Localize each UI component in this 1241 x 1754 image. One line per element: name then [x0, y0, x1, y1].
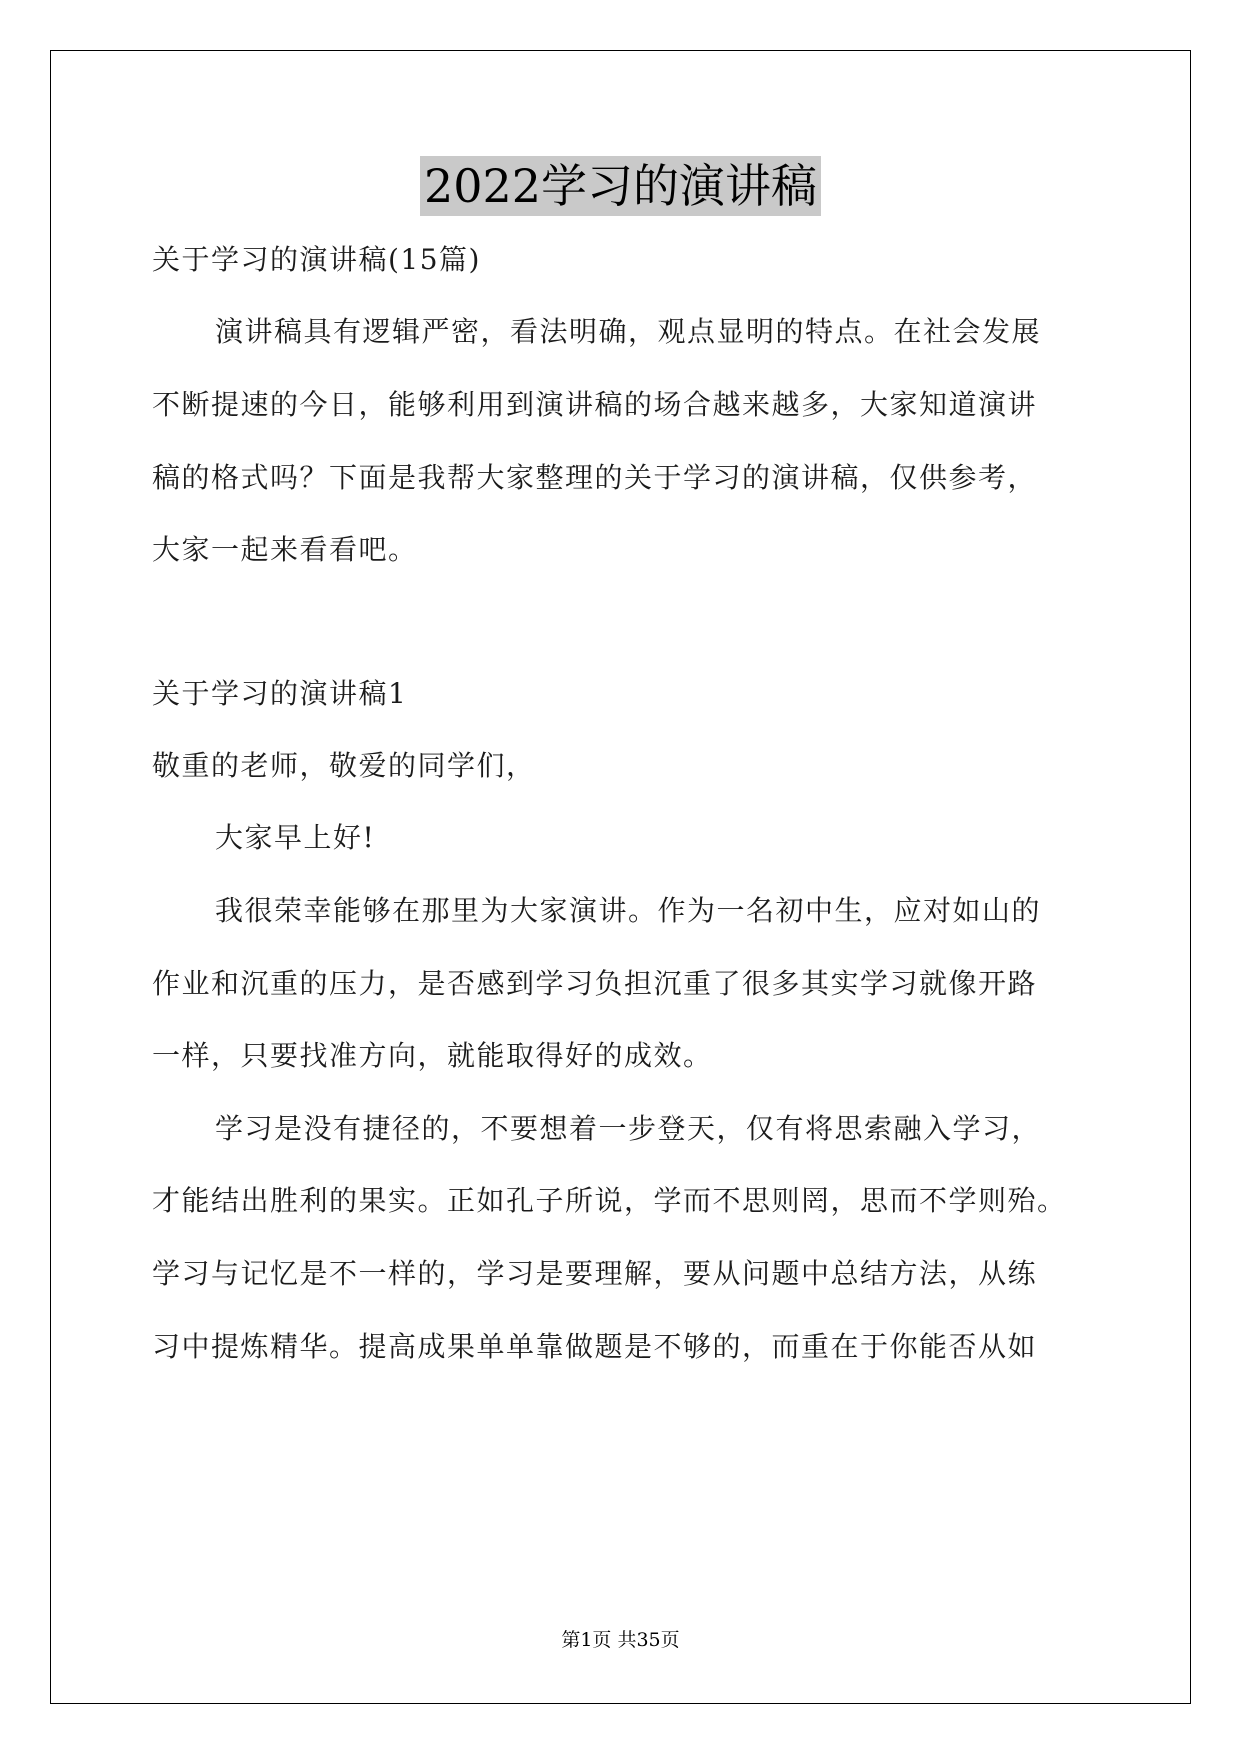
body-line: 学习是没有捷径的，不要想着一步登天，仅有将思索融入学习，	[215, 1112, 1042, 1145]
body-line: 不断提速的今日，能够利用到演讲稿的场合越来越多，大家知道演讲	[152, 388, 1038, 421]
body-line: 作业和沉重的压力，是否感到学习负担沉重了很多其实学习就像开路	[152, 967, 1038, 1000]
body-line: 习中提炼精华。提高成果单单靠做题是不够的，而重在于你能否从如	[152, 1330, 1038, 1363]
body-line: 我很荣幸能够在那里为大家演讲。作为一名初中生，应对如山的	[215, 894, 1042, 927]
document-title: 2022学习的演讲稿	[420, 156, 821, 216]
greeting-line: 大家早上好!	[215, 821, 376, 854]
section-heading: 关于学习的演讲稿1	[152, 677, 408, 710]
salutation-line: 敬重的老师，敬爱的同学们，	[152, 749, 536, 782]
body-line: 学习与记忆是不一样的，学习是要理解，要从问题中总结方法，从练	[152, 1257, 1038, 1290]
body-line: 才能结出胜利的果实。正如孔子所说，学而不思则罔，思而不学则殆。	[152, 1184, 1067, 1217]
page-footer: 第1页 共35页	[561, 1629, 680, 1651]
body-line: 稿的格式吗？下面是我帮大家整理的关于学习的演讲稿，仅供参考，	[152, 461, 1038, 494]
body-line: 演讲稿具有逻辑严密，看法明确，观点显明的特点。在社会发展	[215, 315, 1042, 348]
body-line: 大家一起来看看吧。	[152, 533, 418, 566]
title-container	[0, 156, 1241, 216]
subtitle-line: 关于学习的演讲稿(15篇)	[152, 243, 481, 276]
page-border	[50, 50, 1191, 1704]
body-line: 一样，只要找准方向，就能取得好的成效。	[152, 1039, 713, 1072]
